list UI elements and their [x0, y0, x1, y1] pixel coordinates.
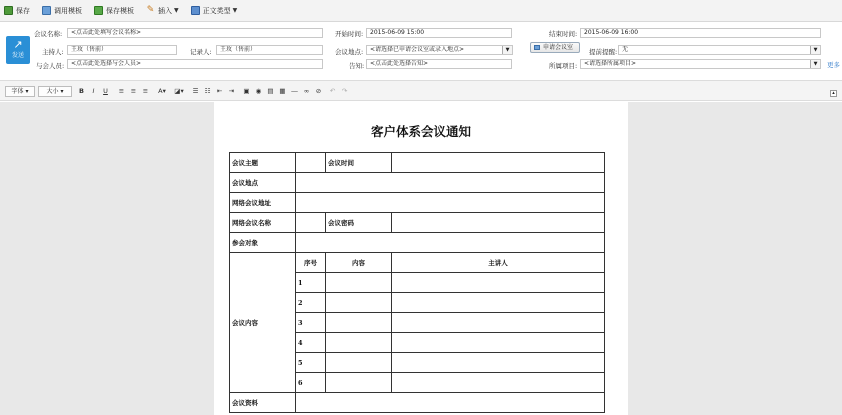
meeting-notice-table	[229, 152, 605, 413]
start-time-input[interactable]: 2015-06-09 15:00	[366, 28, 512, 38]
project-select[interactable]	[580, 59, 821, 69]
net-name-label: 网络会议名称	[230, 213, 296, 233]
font-size-label: 大小	[46, 88, 59, 95]
start-time-label: 开始时间:	[335, 30, 364, 38]
row-number: 3	[296, 313, 326, 333]
content-cell[interactable]	[326, 373, 392, 393]
send-icon: ↗	[13, 38, 23, 51]
speaker-cell[interactable]	[392, 293, 605, 313]
highlight-color-icon[interactable]: ◪▾	[174, 87, 184, 95]
table-row	[230, 253, 605, 273]
row-number: 1	[296, 273, 326, 293]
participants-label: 参会对象	[230, 233, 296, 253]
content-cell[interactable]	[326, 273, 392, 293]
document-icon	[191, 6, 200, 15]
horizontal-rule-icon[interactable]: ―	[291, 87, 298, 95]
recorder-label: 记录人:	[190, 48, 212, 56]
location-label: 会议地点:	[335, 48, 364, 56]
chevron-down-icon: ▼	[232, 7, 238, 14]
body-type-menu[interactable]	[191, 6, 238, 16]
notify-label: 告知:	[349, 62, 365, 70]
chevron-down-icon: ▼	[810, 60, 820, 68]
chevron-down-icon: ▾	[25, 88, 29, 95]
attendees-label: 与会人员:	[36, 62, 65, 70]
table-icon[interactable]: ▦	[279, 87, 286, 95]
editor-toolbar	[0, 80, 842, 101]
table-row	[230, 153, 605, 173]
topic-label: 会议主题	[230, 153, 296, 173]
materials-value-cell[interactable]	[296, 393, 605, 413]
net-name-value-cell[interactable]	[296, 213, 326, 233]
recorder-input[interactable]: 王玫（售前）	[216, 45, 323, 55]
row-number: 6	[296, 373, 326, 393]
password-label: 会议密码	[326, 213, 392, 233]
net-address-label: 网络会议地址	[230, 193, 296, 213]
paperclip-icon: ✎	[146, 5, 155, 15]
net-address-value-cell[interactable]	[296, 193, 605, 213]
save-template-button[interactable]	[94, 6, 134, 16]
apply-room-label: 申请会议室	[543, 44, 574, 51]
content-cell[interactable]	[326, 313, 392, 333]
chevron-down-icon: ▼	[810, 46, 820, 54]
outdent-icon[interactable]: ⇤	[216, 87, 223, 95]
file-icon[interactable]: ▤	[267, 87, 274, 95]
chevron-down-icon: ▼	[502, 46, 512, 54]
row-number: 4	[296, 333, 326, 353]
topic-value-cell[interactable]	[296, 153, 326, 173]
speaker-cell[interactable]	[392, 273, 605, 293]
font-size-select[interactable]	[38, 86, 72, 97]
place-label: 会议地点	[230, 173, 296, 193]
save-template-label: 保存模板	[106, 6, 134, 15]
speaker-cell[interactable]	[392, 373, 605, 393]
top-toolbar	[0, 0, 842, 22]
send-button[interactable]	[6, 36, 30, 64]
project-select-value: <请选择所属项目>	[584, 60, 637, 67]
image-icon[interactable]: ▣	[243, 87, 250, 95]
save-button[interactable]	[4, 6, 30, 16]
text-color-icon[interactable]: A▾	[158, 87, 166, 95]
location-select-value: <请选择已申请会议室或录入地点>	[370, 46, 465, 53]
document-page[interactable]	[214, 102, 628, 415]
table-row	[230, 193, 605, 213]
indent-icon[interactable]: ⇥	[228, 87, 235, 95]
content-label: 会议内容	[230, 253, 296, 393]
emoticon-icon[interactable]: ◉	[255, 87, 262, 95]
insert-menu[interactable]	[146, 6, 179, 16]
table-row	[230, 173, 605, 193]
use-template-label: 调用模板	[54, 6, 82, 15]
content-cell[interactable]	[326, 293, 392, 313]
link-icon[interactable]: ∞	[303, 87, 310, 95]
remind-select-value: 无	[622, 46, 629, 53]
undo-icon[interactable]: ↶	[329, 87, 336, 95]
redo-icon[interactable]: ↷	[341, 87, 348, 95]
meeting-room-icon	[534, 45, 540, 50]
row-number: 5	[296, 353, 326, 373]
speaker-cell[interactable]	[392, 353, 605, 373]
editor-canvas	[0, 102, 842, 415]
more-link[interactable]: 更多	[827, 61, 840, 69]
meeting-name-input[interactable]: <点击此处填写会议名称>	[67, 28, 323, 38]
end-time-label: 结束时间:	[549, 30, 578, 38]
send-label: 发送	[11, 52, 24, 59]
use-template-button[interactable]	[42, 6, 82, 16]
remind-select[interactable]	[618, 45, 821, 55]
font-family-label: 字体	[11, 88, 24, 95]
document-title: 客户体系会议通知	[370, 124, 471, 139]
body-type-label: 正文类型	[202, 6, 231, 15]
content-header: 内容	[326, 253, 392, 273]
collapse-toolbar-icon[interactable]: ▴	[830, 90, 837, 97]
meeting-form	[0, 23, 842, 75]
chevron-down-icon: ▼	[174, 7, 179, 14]
save-template-icon	[94, 6, 103, 15]
participants-value-cell[interactable]	[296, 233, 605, 253]
attendees-input[interactable]: <点击此处选择与会人员>	[67, 59, 323, 69]
table-row	[230, 233, 605, 253]
chevron-down-icon: ▾	[60, 88, 64, 95]
row-number: 2	[296, 293, 326, 313]
host-input[interactable]: 王玫（售前）	[67, 45, 177, 55]
ordered-list-icon[interactable]: ☰	[192, 87, 199, 95]
apply-room-button[interactable]	[530, 42, 580, 53]
time-value-cell[interactable]	[392, 153, 605, 173]
font-family-select[interactable]	[5, 86, 35, 97]
host-label: 主持人:	[42, 48, 64, 56]
project-label: 所属项目:	[549, 62, 578, 70]
remind-label: 提前提醒:	[589, 48, 618, 56]
notify-input[interactable]: <点击此处选择告知>	[366, 59, 512, 69]
italic-button[interactable]: I	[92, 87, 95, 95]
speaker-cell[interactable]	[392, 333, 605, 353]
save-label: 保存	[16, 6, 30, 15]
no-header: 序号	[296, 253, 326, 273]
template-icon	[42, 6, 51, 15]
underline-button[interactable]: U	[103, 87, 108, 95]
location-select[interactable]	[366, 45, 513, 55]
unlink-icon[interactable]: ⊘	[315, 87, 322, 95]
content-cell[interactable]	[326, 353, 392, 373]
materials-label: 会议资料	[230, 393, 296, 413]
unordered-list-icon[interactable]: ☷	[204, 87, 211, 95]
speaker-cell[interactable]	[392, 313, 605, 333]
align-center-icon[interactable]: ≡	[130, 87, 137, 95]
table-row	[230, 213, 605, 233]
end-time-input[interactable]: 2015-06-09 16:00	[580, 28, 821, 38]
insert-label: 插入	[158, 6, 172, 15]
password-value-cell[interactable]	[392, 213, 605, 233]
save-icon	[4, 6, 13, 15]
place-value-cell[interactable]	[296, 173, 605, 193]
align-left-icon[interactable]: ≡	[118, 87, 125, 95]
align-right-icon[interactable]: ≡	[142, 87, 149, 95]
content-cell[interactable]	[326, 333, 392, 353]
speaker-header: 主讲人	[392, 253, 605, 273]
meeting-name-label: 会议名称:	[34, 30, 63, 38]
bold-button[interactable]: B	[79, 87, 84, 95]
time-label: 会议时间	[326, 153, 392, 173]
table-row	[230, 393, 605, 413]
